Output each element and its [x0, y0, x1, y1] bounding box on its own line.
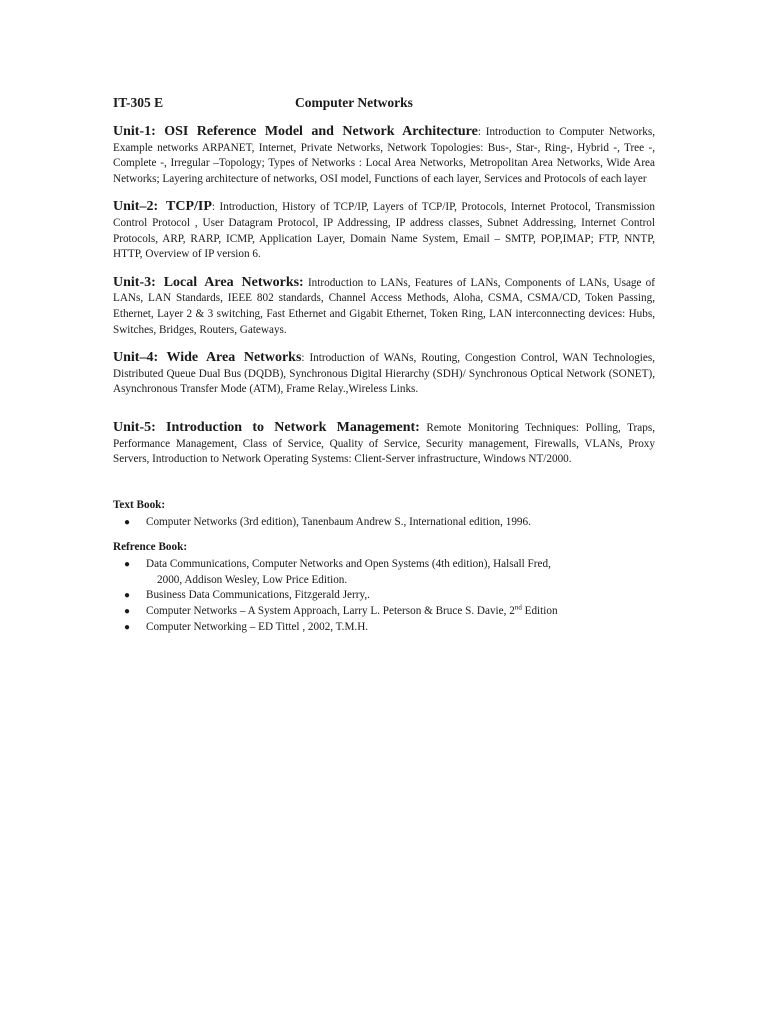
reference-book-list	[113, 557, 655, 635]
list-item	[113, 515, 655, 531]
course-title: Computer Networks	[295, 95, 413, 110]
text-book-heading: Text Book:	[113, 498, 166, 511]
unit-5-text: Remote Monitoring Techniques: Polling, Traps, Performance Management, Class of Service, Quality of Service, Security management, Firewalls, VLANs, Proxy Servers, Introduction to Network Operating Systems: Client-Server infrastructure, Windows NT/2000.	[113, 421, 655, 466]
unit-4-separator: :	[301, 352, 310, 365]
bullet-icon: ●	[124, 621, 131, 633]
unit-4-text: Introduction of WANs, Routing, Congestion Control, WAN Technologies, Distributed Queue Dual Bus (DQDB), Synchronous Digital Hierarchy (SDH)/ Synchronous Optical Network (SONET), Asynchronous Transfer Mode (ATM), Frame Relay.,Wireless Links.	[113, 352, 656, 396]
list-item	[113, 620, 655, 636]
unit-4-heading: Unit–4: Wide Area Networks	[113, 350, 302, 366]
bullet-icon: ●	[124, 516, 131, 528]
reference-entry-1-line-2: 2000, Addison Wesley, Low Price Edition.	[157, 573, 348, 586]
unit-5-section	[113, 420, 655, 468]
unit-1-text: Introduction to Computer Networks, Example networks ARPANET, Internet, Private Networks, Network Topologies: Bus-, Star-, Ring-, Hybrid -, Tree -, Complete -, Irregular –Topology; Types of Networks : Local Area Networks, Metropolitan Area Networks, Wide Area Networks; Layering architecture of networks, OSI model, Functions of each layer, Services and Protocols of each layer	[113, 126, 656, 185]
unit-2-heading: Unit–2: TCP/IP	[113, 199, 212, 215]
bullet-icon: ●	[124, 606, 131, 618]
unit-2-text: Introduction, History of TCP/IP, Layers of TCP/IP, Protocols, Internet Protocol, Transmission Control Protocol , User Datagram Protocol, IP Addressing, IP address classes, Subnet Addressing, Internet Control Protocols, ARP, RARP, ICMP, Application Layer, Domain Name System, Email – SMTP, POP,IMAP; FTP, NNTP, HTTP, Overview of IP version 6.	[113, 201, 655, 261]
document-header	[113, 95, 655, 115]
unit-3-heading: Unit-3: Local Area Networks:	[113, 274, 304, 290]
unit-3-section	[113, 275, 655, 338]
text-book-entry: Computer Networks (3rd edition), Tanenbaum Andrew S., International edition, 1996.	[146, 515, 531, 528]
unit-3-text: Introduction to LANs, Features of LANs, Components of LANs, Usage of LANs, LAN Standards, IEEE 802 standards, Channel Access Methods, Aloha, CSMA, CSMA/CD, Token Passing, Ethernet, Layer 2 & 3 switching, Fast Ethernet and Gigabit Ethernet, Token Ring, LAN interconnecting devices: Hubs, Switches, Bridges, Routers, Gateways.	[113, 276, 656, 336]
unit-1-heading: Unit-1: OSI Reference Model and Network Architecture	[113, 124, 478, 139]
unit-5-heading: Unit-5: Introduction to Network Management:	[113, 419, 420, 435]
course-code: IT-305 E	[113, 95, 164, 110]
reference-entry-3-edition: Edition	[521, 605, 558, 618]
unit-1-separator: :	[477, 126, 486, 138]
ordinal-suffix: nd	[514, 603, 522, 612]
reference-entry-3-text: Computer Networks – A System Approach, Larry L. Peterson & Bruce S. Davie, 2	[146, 605, 515, 618]
text-book-list	[113, 515, 655, 531]
reference-entry-3	[146, 605, 558, 617]
list-item	[113, 604, 655, 620]
reference-entry-1-line-1: Data Communications, Computer Networks and Open Systems (4th edition), Halsall Fred,	[146, 558, 551, 571]
reference-entry-4: Computer Networking – ED Tittel , 2002, T.M.H.	[146, 620, 369, 633]
unit-2-section	[113, 199, 655, 262]
reference-entry-2: Business Data Communications, Fitzgerald Jerry,.	[146, 589, 370, 602]
reference-book-heading: Refrence Book:	[113, 541, 188, 554]
unit-1-section	[113, 124, 655, 187]
list-item	[113, 588, 655, 604]
bullet-icon: ●	[124, 559, 131, 571]
bullet-icon: ●	[124, 590, 131, 602]
syllabus-page	[113, 95, 655, 635]
list-item	[113, 557, 655, 588]
unit-4-section	[113, 350, 655, 398]
unit-2-separator: :	[211, 201, 220, 214]
